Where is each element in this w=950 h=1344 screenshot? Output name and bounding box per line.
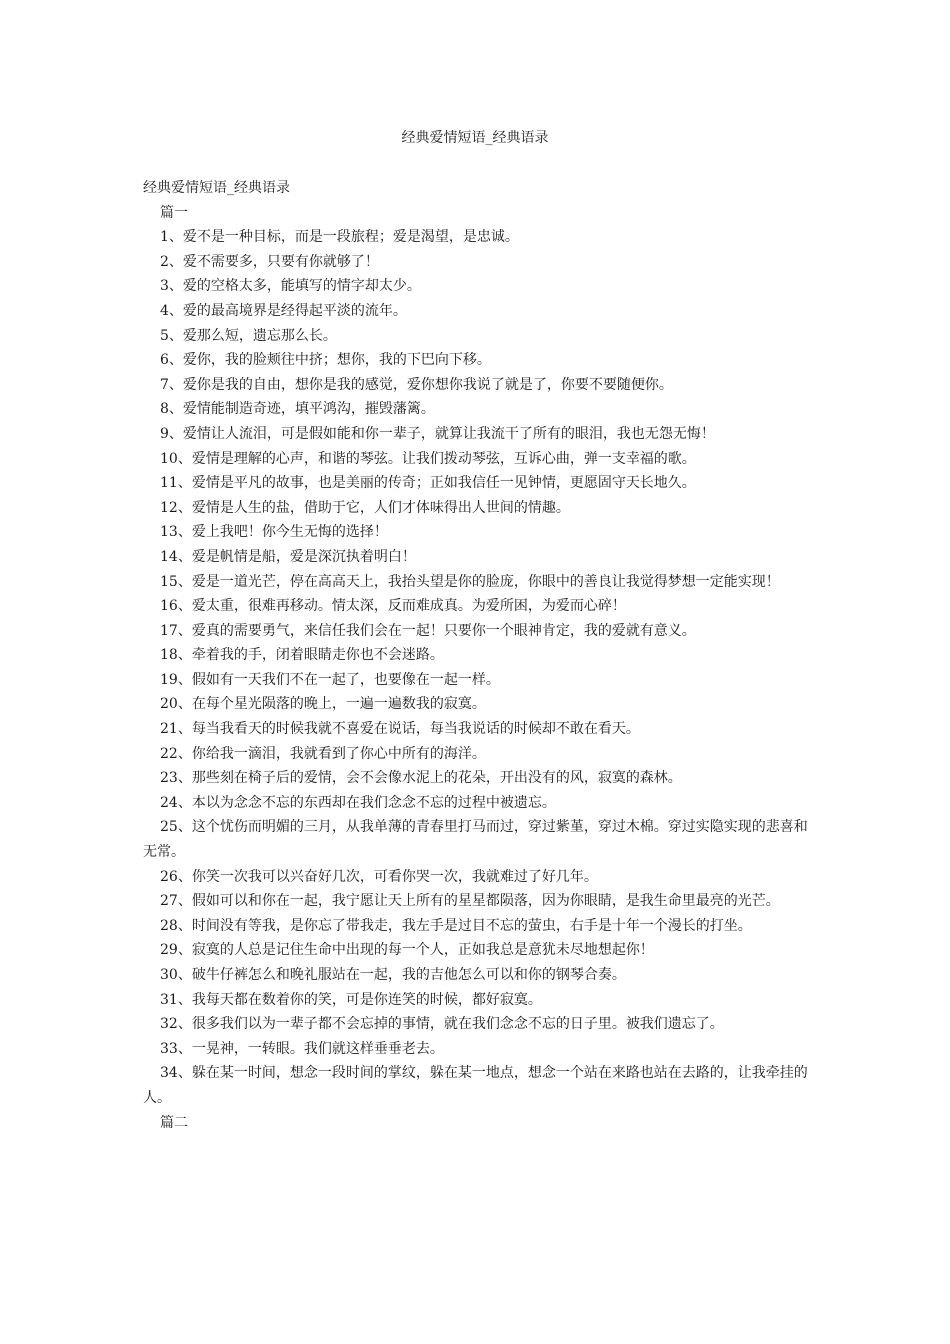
quote-item: 10、爱情是理解的心声，和谐的琴弦。让我们拨动琴弦，互诉心曲，弹一支幸福的歌。 — [160, 450, 696, 467]
quote-item: 6、爱你，我的脸颊往中挤；想你，我的下巴向下移。 — [160, 352, 491, 369]
quote-item: 33、一晃神，一转眼。我们就这样垂垂老去。 — [160, 1040, 444, 1057]
quote-item: 14、爱是帆情是船，爱是深沉执着明白！ — [160, 548, 416, 565]
document-heading: 经典爱情短语_经典语录 — [143, 180, 290, 196]
quote-item: 25、这个忧伤而明媚的三月，从我单薄的青春里打马而过，穿过紫堇，穿过木棉。穿过实隐实现的悲喜和无常。 — [143, 819, 808, 861]
quote-item: 12、爱情是人生的盐，借助于它，人们才体味得出人世间的情趣。 — [160, 499, 570, 516]
quote-item: 2、爱不需要多，只要有你就够了！ — [160, 253, 379, 270]
quote-item: 9、爱情让人流泪，可是假如能和你一辈子，就算让我流干了所有的眼泪，我也无怨无悔！ — [160, 425, 715, 442]
section-label-2: 篇二 — [160, 1114, 188, 1131]
page-title: 经典爱情短语_经典语录 — [401, 130, 549, 146]
quote-item: 28、时间没有等我，是你忘了带我走，我左手是过目不忘的萤虫，右手是十年一个漫长的打坐。 — [160, 917, 752, 934]
quote-item: 16、爱太重，很难再移动。情太深，反而难成真。为爱所困，为爱而心碎！ — [160, 598, 626, 615]
quote-item: 8、爱情能制造奇迹，填平鸿沟，摧毁藩篱。 — [160, 401, 435, 418]
quote-item: 23、那些刻在椅子后的爱情，会不会像水泥上的花朵，开出没有的风，寂寞的森林。 — [160, 770, 682, 787]
quote-item: 15、爱是一道光芒，停在高高天上，我抬头望是你的脸庞，你眼中的善良让我觉得梦想一定能实现！ — [160, 573, 780, 590]
document-body — [143, 176, 808, 1135]
quote-item: 32、很多我们以为一辈子都不会忘掉的事情，就在我们念念不忘的日子里。被我们遗忘了。 — [160, 1016, 724, 1033]
quote-item: 22、你给我一滴泪，我就看到了你心中所有的海洋。 — [160, 745, 486, 762]
section-label-1: 篇一 — [160, 204, 188, 221]
quote-item: 19、假如有一天我们不在一起了，也要像在一起一样。 — [160, 671, 500, 688]
quote-item: 4、爱的最高境界是经得起平淡的流年。 — [160, 302, 407, 319]
quote-item: 11、爱情是平凡的故事，也是美丽的传奇；正如我信任一见钟情，更愿固守天长地久。 — [160, 475, 696, 492]
quote-item: 24、本以为念念不忘的东西却在我们念念不忘的过程中被遗忘。 — [160, 794, 556, 811]
quote-item: 13、爱上我吧！你今生无悔的选择！ — [160, 524, 388, 541]
quote-item: 18、牵着我的手，闭着眼睛走你也不会迷路。 — [160, 647, 444, 664]
quote-item: 29、寂寞的人总是记住生命中出现的每一个人，正如我总是意犹未尽地想起你！ — [160, 942, 654, 959]
quote-item: 5、爱那么短，遗忘那么长。 — [160, 327, 337, 344]
quote-item: 31、我每天都在数着你的笑，可是你连笑的时候，都好寂寞。 — [160, 991, 542, 1008]
quote-item: 17、爱真的需要勇气，来信任我们会在一起！只要你一个眼神肯定，我的爱就有意义。 — [160, 622, 696, 639]
quote-item: 20、在每个星光陨落的晚上，一遍一遍数我的寂寞。 — [160, 696, 486, 713]
quote-item: 3、爱的空格太多，能填写的情字却太少。 — [160, 278, 421, 295]
quote-item: 27、假如可以和你在一起，我宁愿让天上所有的星星都陨落，因为你眼睛，是我生命里最亮的光芒。 — [160, 893, 780, 910]
quote-item: 30、破牛仔裤怎么和晚礼服站在一起，我的吉他怎么可以和你的钢琴合奏。 — [160, 967, 626, 983]
quote-item: 21、每当我看天的时候我就不喜爱在说话，每当我说话的时候却不敢在看天。 — [160, 721, 640, 738]
quote-item: 26、你笑一次我可以兴奋好几次，可看你哭一次，我就难过了好几年。 — [160, 868, 598, 885]
quote-list — [143, 225, 808, 1110]
quote-item: 1、爱不是一种目标，而是一段旅程；爱是渴望，是忠诚。 — [160, 229, 519, 246]
quote-item: 7、爱你是我的自由，想你是我的感觉，爱你想你我说了就是了，你要不要随便你。 — [160, 376, 673, 393]
quote-item: 34、躲在某一时间，想念一段时间的掌纹，躲在某一地点，想念一个站在来路也站在去路的，让我牵挂的人。 — [143, 1065, 808, 1106]
